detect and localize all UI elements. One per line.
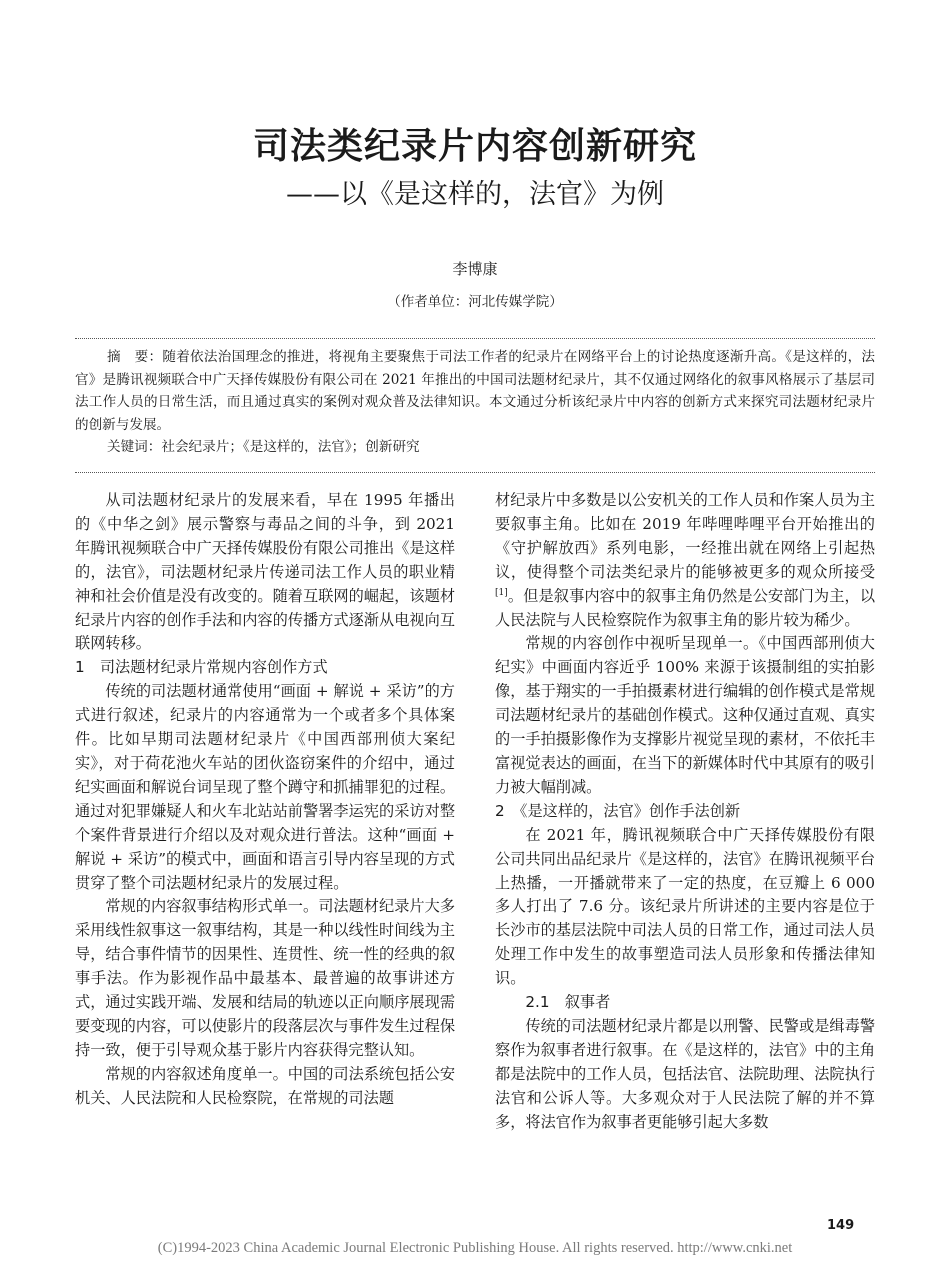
subsection-heading: 2.1 叙事者 [525,993,611,1012]
author-affiliation: （作者单位：河北传媒学院） [387,294,563,310]
copyright-footer: (C)1994-2023 China Academic Journal Electronic Publishing House. All rights reserved. http://www.cnki.net [157,1240,793,1256]
page-number: 149 [827,1218,855,1233]
left-column [75,489,455,1111]
body-paragraph: 传统的司法题材通常使用“画面 + 解说 + 采访”的方式进行叙述，纪录片的内容通常为一个或者多个具体案件。比如早期司法题材纪录片《中国西部刑侦大案纪实》，对于荷花池火车站的团伙盗窃案件的介绍中，通过纪实画面和解说台词呈现了整个蹲守和抓捕罪犯的过程。通过对犯罪嫌疑人和火车北站站前警署李运宪的采访对整个案件背景进行介绍以及对观众进行普法。这种“画面 + 解说 + 采访”的模式中，画面和语言引导内容呈现的方式贯穿了整个司法题材纪录片的发展过程。 [75,682,455,892]
paper-title: 司法类纪录片内容创新研究 [252,126,697,167]
keywords-label: 关键词： [107,439,162,455]
body-paragraph: 常规的内容叙述角度单一。中国的司法系统包括公安机关、人民法院和人民检察院，在常规的司法题 [75,1064,455,1107]
abstract-block [75,346,875,459]
section-heading: 1 司法题材纪录片常规内容创作方式 [75,658,328,677]
body-paragraph: 常规的内容叙事结构形式单一。司法题材纪录片大多采用线性叙事这一叙事结构，其是一种以线性时间线为主导，结合事件情节的因果性、连贯性、统一性的经典的叙事手法。作为影视作品中最基本、最普遍的故事讲述方式，通过实践开端、发展和结局的轨迹以正向顺序展现需要变现的内容，可以使影片的段落层次与事件发生过程保持一致，便于引导观众基于影片内容获得完整认知。 [75,897,455,1059]
body-text: 材纪录片中多数是以公安机关的工作人员和作案人员为主要叙事主角。比如在 2019 年哔哩哔哩平台开始推出的《守护解放西》系列电影，一经推出就在网络上引起热议，使得整个司法类纪录片的能够被更多的观众所接受 [495,491,875,581]
abstract-text: 随着依法治国理念的推进，将视角主要聚焦于司法工作者的纪录片在网络平台上的讨论热度逐渐升高。《是这样的，法官》是腾讯视频联合中广天择传媒股份有限公司在 2021 年推出的中国司法题材纪录片，其不仅通过网络化的叙事风格展示了基层司法工作人员的日常生活，而且通过真实的案例对观众普及法律知识。本文通过分析该纪录片中内容的创新方式来探究司法题材纪录片的创新与发展。 [75,349,876,433]
body-paragraph: 在 2021 年，腾讯视频联合中广天择传媒股份有限公司共同出品纪录片《是这样的，法官》在腾讯视频平台上热播，一开播就带来了一定的热度，在豆瓣上 6 000 多人打出了 7.6 分。该纪录片所讲述的主要内容是位于长沙市的基层法院中司法人员的日常工作，通过司法人员处理工作中发生的故事塑造司法人员形象和传播法律知识。 [495,825,875,988]
author-name: 李博康 [452,260,498,278]
body-paragraph [495,489,875,632]
body-text: 。但是叙事内容中的叙事主角仍然是公安部门为主，以人民法院与人民检察院作为叙事主角的影片较为稀少。 [495,586,875,629]
right-column [495,489,875,1134]
section-heading: 2 《是这样的，法官》创作手法创新 [495,801,741,820]
abstract-top-divider [75,338,875,339]
keywords-text: 社会纪录片；《是这样的，法官》；创新研究 [161,439,420,455]
body-paragraph: 从司法题材纪录片的发展来看，早在 1995 年播出的《中华之剑》展示警察与毒品之间的斗争，到 2021 年腾讯视频联合中广天择传媒股份有限公司推出《是这样的，法官》，司法题材纪录片传递司法工作人员的职业精神和社会价值是没有改变的。随着互联网的崛起，该题材纪录片内容的创作手法和内容的传播方式逐渐从电视向互联网转移。 [75,491,455,653]
body-paragraph: 传统的司法题材纪录片都是以刑警、民警或是缉毒警察作为叙事者进行叙事。在《是这样的，法官》中的主角都是法院中的工作人员，包括法官、法院助理、法院执行法官和公诉人等。大多观众对于人民法院了解的并不算多，将法官作为叙事者更能够引起大多数 [495,1016,875,1131]
paper-subtitle: ——以《是这样的，法官》为例 [286,179,664,210]
abstract-label: 摘 要： [107,349,163,365]
body-paragraph: 常规的内容创作中视听呈现单一。《中国西部刑侦大纪实》中画面内容近乎 100% 来源于该摄制组的实拍影像，基于翔实的一手拍摄素材进行编辑的创作模式是常规司法题材纪录片的基础创作模式。这种仅通过直观、真实的一手拍摄影像作为支撑影片视觉呈现的素材，不依托丰富视觉表达的画面，在当下的新媒体时代中其原有的吸引力被大幅削减。 [495,634,875,796]
abstract-bottom-divider [75,472,875,473]
keywords-line [75,436,875,459]
citation-ref: [1] [495,587,508,598]
abstract-paragraph [75,346,875,436]
